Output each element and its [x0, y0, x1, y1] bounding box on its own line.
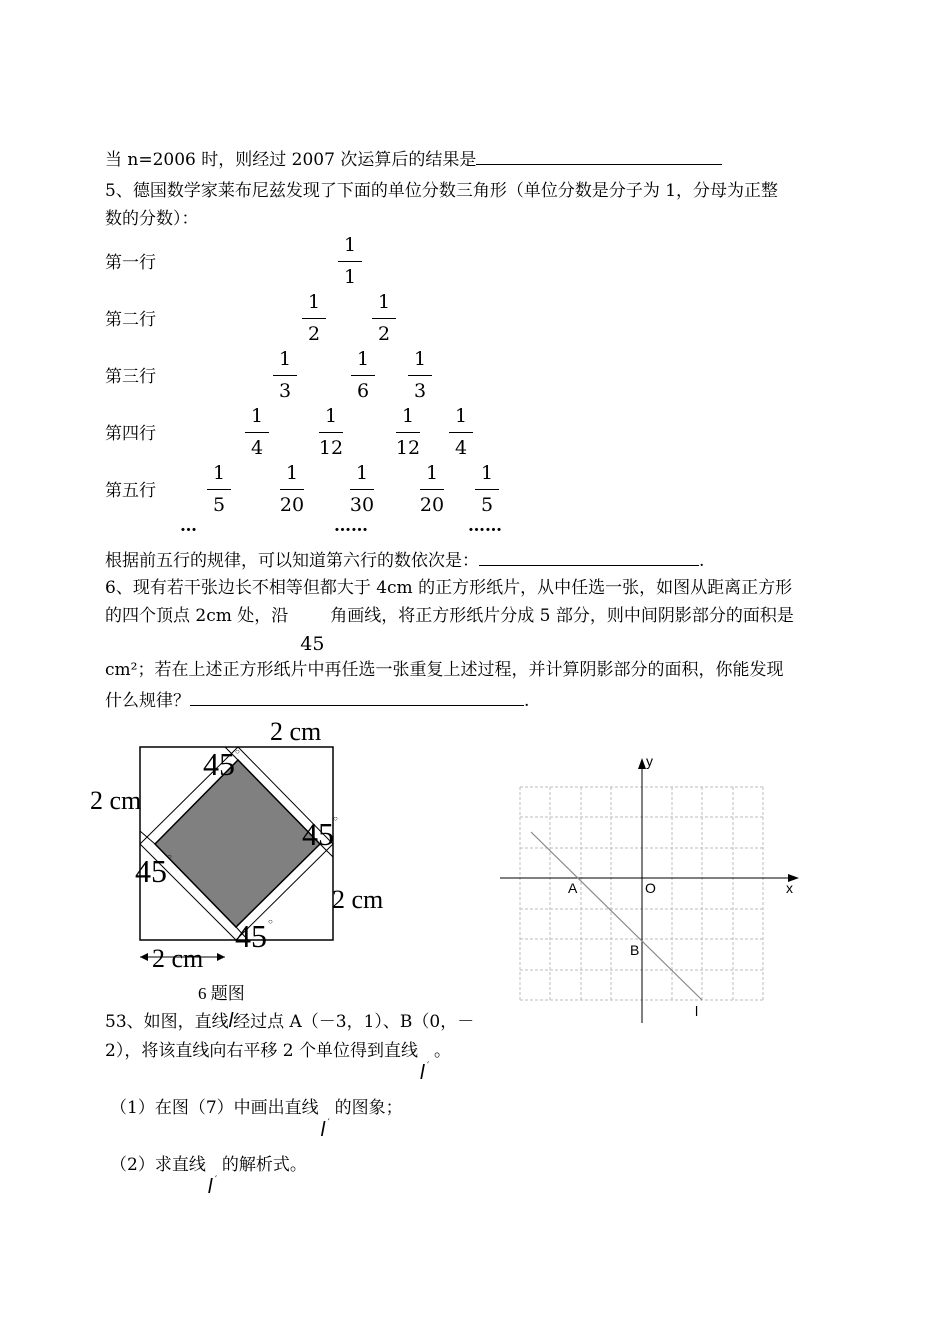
fraction — [204, 461, 234, 517]
fraction-denominator: 5 — [212, 494, 226, 516]
fraction — [405, 347, 435, 403]
q53-line2-end: 。 — [433, 1041, 451, 1061]
fraction-numerator: 1 — [377, 291, 391, 313]
fraction — [242, 404, 272, 460]
fraction-denominator: 4 — [250, 437, 264, 459]
label-45-top: 45 — [203, 746, 235, 782]
fraction-numerator: 1 — [413, 348, 427, 370]
ellipsis-2: …… — [334, 516, 368, 536]
label-45-left: 45 — [135, 853, 167, 889]
q6-line2 — [105, 605, 794, 655]
fraction — [369, 290, 399, 346]
q53-part1-b: 的图象； — [334, 1098, 403, 1118]
fraction-numerator: 1 — [355, 462, 369, 484]
fraction-denominator: 12 — [318, 437, 344, 459]
q53-line2-a: 2），将该直线向右平移 2 个单位得到直线 — [105, 1041, 418, 1061]
fraction — [335, 233, 365, 289]
fraction-denominator: 2 — [307, 323, 321, 345]
var-l-prime: l — [320, 1119, 326, 1141]
q4-line — [105, 148, 722, 171]
q5-answer-blank[interactable] — [479, 549, 699, 566]
fraction-numerator: 1 — [425, 462, 439, 484]
q5-end-punct: . — [699, 551, 705, 571]
q6-line1: 6、现有若干张边长不相等但都大于 4cm 的正方形纸片，从中任选一张，如图从距离正方形 — [105, 578, 793, 598]
point-a-label: A — [568, 880, 578, 896]
q6-angle-45: 45 — [300, 633, 325, 655]
q6-line3: cm²；若在上述正方形纸片中再任选一张重复上述过程，并计算阴影部分的面积，你能发现 — [105, 660, 784, 680]
fraction-numerator: 1 — [343, 234, 357, 256]
fraction-denominator: 20 — [279, 494, 305, 516]
fraction-numerator: 1 — [324, 405, 338, 427]
q6-line2-a: 的四个顶点 2cm 处，沿 — [105, 606, 289, 626]
row-label-2: 第二行 — [105, 310, 156, 330]
var-l-prime: l — [207, 1176, 213, 1198]
label-2cm-top: 2 cm — [270, 717, 322, 746]
q53-line1-a: 53、如图，直线 — [105, 1012, 229, 1032]
arrow-head-left — [140, 953, 148, 961]
label-2cm-bottom: 2 cm — [152, 944, 204, 973]
fraction-denominator: 1 — [343, 266, 357, 288]
label-2cm-right: 2 cm — [332, 885, 384, 914]
fraction-numerator: 1 — [250, 405, 264, 427]
prime-mark: ′ — [327, 1118, 330, 1129]
fraction-numerator: 1 — [285, 462, 299, 484]
fraction — [348, 347, 378, 403]
q53-line1 — [105, 1010, 474, 1033]
arrow-head-right — [217, 953, 225, 961]
fraction-numerator: 1 — [480, 462, 494, 484]
fraction-denominator: 6 — [356, 380, 370, 402]
var-l-prime: l — [419, 1062, 425, 1084]
ellipsis-3: …… — [468, 516, 502, 536]
fraction — [299, 290, 329, 346]
q6-line4 — [105, 689, 529, 712]
coordinate-graph — [495, 750, 805, 1025]
axis-label-y: y — [646, 753, 653, 769]
fraction-numerator: 1 — [356, 348, 370, 370]
q4-text: 当 n=2006 时，则经过 2007 次运算后的结果是 — [105, 150, 477, 170]
q5-intro-line1: 5、德国数学家莱布尼兹发现了下面的单位分数三角形（单位分数是分子为 1，分母为正整 — [105, 181, 779, 201]
prime-mark: ′ — [426, 1061, 430, 1072]
row-label-3: 第三行 — [105, 367, 156, 387]
q53-line1-b: 经过点 A（－3，1）、B（0，－ — [233, 1012, 475, 1032]
square-paper-figure — [80, 715, 400, 1005]
q6-answer-blank[interactable] — [190, 689, 524, 706]
point-b-label: B — [630, 942, 640, 958]
fraction — [277, 461, 307, 517]
fraction-numerator: 1 — [307, 291, 321, 313]
q53-part1 — [110, 1097, 403, 1141]
fraction — [393, 404, 423, 460]
fraction — [270, 347, 300, 403]
prime-mark: ′ — [214, 1175, 218, 1186]
q6-end-punct: . — [524, 691, 530, 711]
shaded-square — [155, 760, 320, 927]
q53-part2-a: （2）求直线 — [110, 1155, 206, 1175]
fraction-denominator: 2 — [377, 323, 391, 345]
fraction-denominator: 3 — [278, 380, 292, 402]
q53-part2 — [110, 1154, 307, 1198]
row-label-5: 第五行 — [105, 481, 156, 501]
q53-line2 — [105, 1040, 451, 1084]
row-label-1: 第一行 — [105, 253, 156, 273]
q6-line2-b: 角画线，将正方形纸片分成 5 部分，则中间阴影部分的面积是 — [330, 606, 794, 626]
degree-mark: ○ — [235, 747, 240, 756]
label-45-right: 45 — [302, 816, 334, 852]
fraction — [417, 461, 447, 517]
ellipsis-1: … — [180, 516, 197, 536]
q53-part2-b: 的解析式。 — [221, 1155, 307, 1175]
fraction — [347, 461, 377, 517]
degree-mark: ○ — [167, 852, 172, 861]
q4-answer-blank[interactable] — [476, 148, 722, 165]
label-2cm-left: 2 cm — [90, 786, 142, 815]
label-45-bottom: 45 — [235, 918, 267, 954]
fraction-numerator: 1 — [212, 462, 226, 484]
fraction-numerator: 1 — [401, 405, 415, 427]
origin-label: O — [645, 880, 656, 896]
row-label-4: 第四行 — [105, 424, 156, 444]
q5-question: 根据前五行的规律，可以知道第六行的数依次是： — [105, 551, 479, 571]
degree-mark: ○ — [268, 917, 273, 926]
var-l: l — [228, 1010, 234, 1032]
fraction-denominator: 4 — [454, 437, 468, 459]
fraction-denominator: 12 — [395, 437, 421, 459]
fraction — [316, 404, 346, 460]
line-l-label: l — [695, 1003, 699, 1019]
fraction-denominator: 3 — [413, 380, 427, 402]
q53-part1-a: （1）在图（7）中画出直线 — [110, 1098, 319, 1118]
fraction — [446, 404, 476, 460]
fraction-numerator: 1 — [278, 348, 292, 370]
y-axis-arrow — [638, 758, 646, 769]
q5-question-line — [105, 549, 704, 572]
line-l — [531, 832, 702, 1000]
fraction-denominator: 30 — [349, 494, 375, 516]
figure-caption: 6 题图 — [198, 984, 245, 1003]
axis-label-x: x — [786, 880, 793, 896]
q6-line4-text: 什么规律？ — [105, 691, 190, 711]
fraction-denominator: 20 — [419, 494, 445, 516]
fraction-numerator: 1 — [454, 405, 468, 427]
fraction — [472, 461, 502, 517]
q5-intro-line2: 数的分数）： — [105, 209, 199, 229]
fraction-denominator: 5 — [480, 494, 494, 516]
degree-mark: ○ — [333, 814, 338, 823]
